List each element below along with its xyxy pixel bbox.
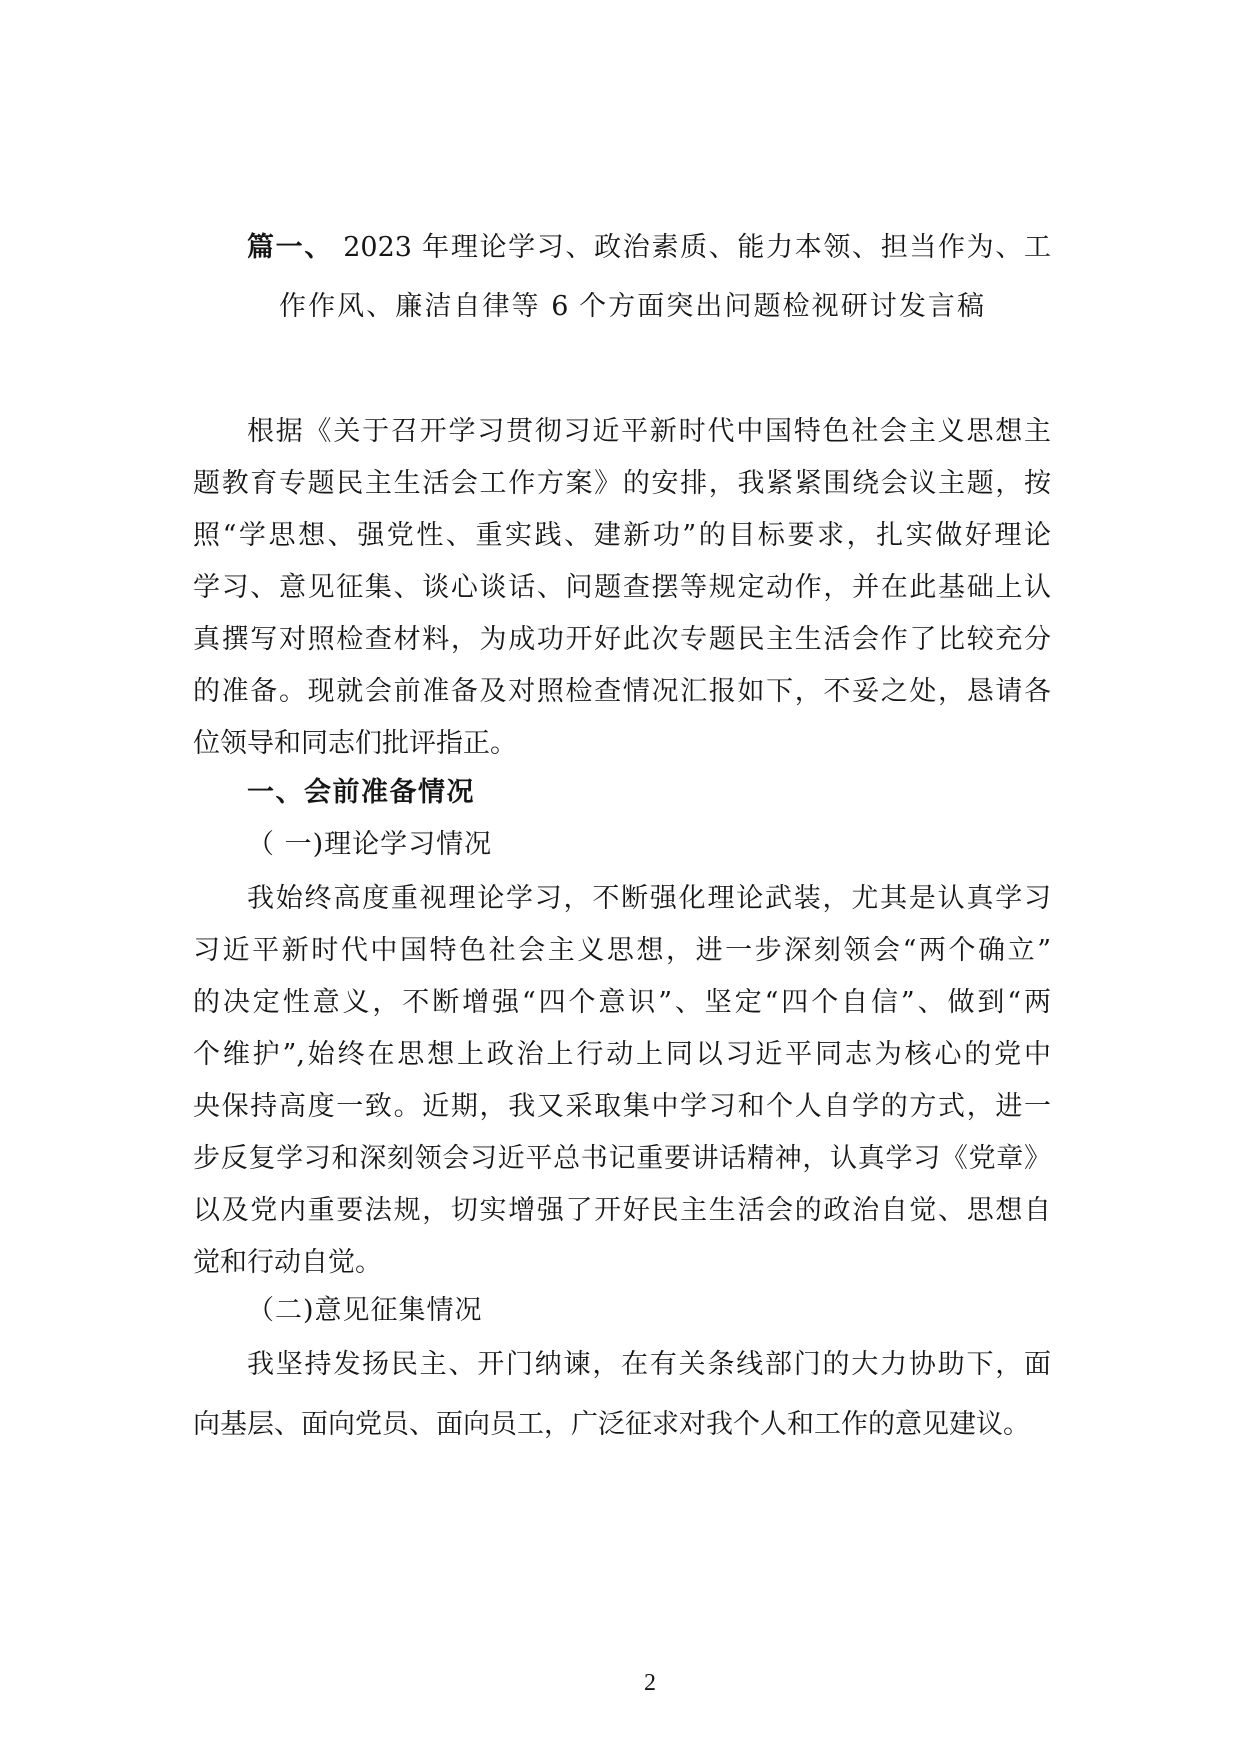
paragraph-line: 根据《关于召开学习贯彻习近平新时代中国特色社会主义思想主 <box>247 416 1051 447</box>
paragraph-line: 个维护”,始终在思想上政治上行动上同以习近平同志为核心的党中 <box>193 1039 1051 1070</box>
title-line-1 <box>247 218 1051 277</box>
paragraph-line: 觉和行动自觉。 <box>193 1247 382 1278</box>
opinion-collection-paragraph <box>193 1335 1051 1455</box>
paragraph-line: 习近平新时代中国特色社会主义思想，进一步深刻领会“两个确立” <box>193 935 1051 966</box>
paragraph-line: 步反复学习和深刻领会习近平总书记重要讲话精神，认真学习《党章》 <box>193 1143 1051 1174</box>
paragraph-line: 央保持高度一致。近期，我又采取集中学习和个人自学的方式，进一 <box>193 1091 1051 1122</box>
title-line-1-text: 2023 年理论学习、政治素质、能力本领、担当作为、工 <box>332 232 1051 263</box>
paragraph-line: 的决定性意义，不断增强“四个意识”、坚定“四个自信”、做到“两 <box>193 987 1051 1018</box>
paragraph-line: 题教育专题民主生活会工作方案》的安排，我紧紧围绕会议主题，按 <box>193 468 1051 499</box>
section-heading: 一、会前准备情况 <box>247 777 475 808</box>
paragraph-line: 向基层、面向党员、面向员工，广泛征求对我个人和工作的意见建议。 <box>193 1409 1030 1440</box>
paragraph-line: 照“学思想、强党性、重实践、建新功”的目标要求，扎实做好理论 <box>193 520 1051 551</box>
page-number: 2 <box>644 1670 656 1696</box>
paragraph-line: 我坚持发扬民主、开门纳谏，在有关条线部门的大力协助下，面 <box>247 1349 1051 1380</box>
paragraph-line: 学习、意见征集、谈心谈话、问题查摆等规定动作，并在此基础上认 <box>193 572 1051 603</box>
title-prefix: 篇一、 <box>247 232 333 263</box>
paragraph-line: 的准备。现就会前准备及对照检查情况汇报如下，不妥之处，恳请各 <box>193 676 1051 707</box>
paragraph-line: 位领导和同志们批评指正。 <box>193 728 517 759</box>
title-line-2: 作作风、廉洁自律等 6 个方面突出问题检视研讨发言稿 <box>279 291 984 322</box>
subsection-heading-theory-study: （ 一)理论学习情况 <box>247 829 493 860</box>
paragraph-line: 我始终高度重视理论学习，不断强化理论武装，尤其是认真学习 <box>247 883 1051 914</box>
paragraph-line: 真撰写对照检查材料，为成功开好此次专题民主生活会作了比较充分 <box>193 624 1051 655</box>
document-title <box>247 218 1051 336</box>
intro-paragraph <box>193 406 1051 770</box>
theory-study-paragraph <box>193 873 1051 1289</box>
paragraph-line: 以及党内重要法规，切实增强了开好民主生活会的政治自觉、思想自 <box>193 1195 1051 1226</box>
subsection-heading-opinion-collection: （二)意见征集情况 <box>247 1295 483 1326</box>
